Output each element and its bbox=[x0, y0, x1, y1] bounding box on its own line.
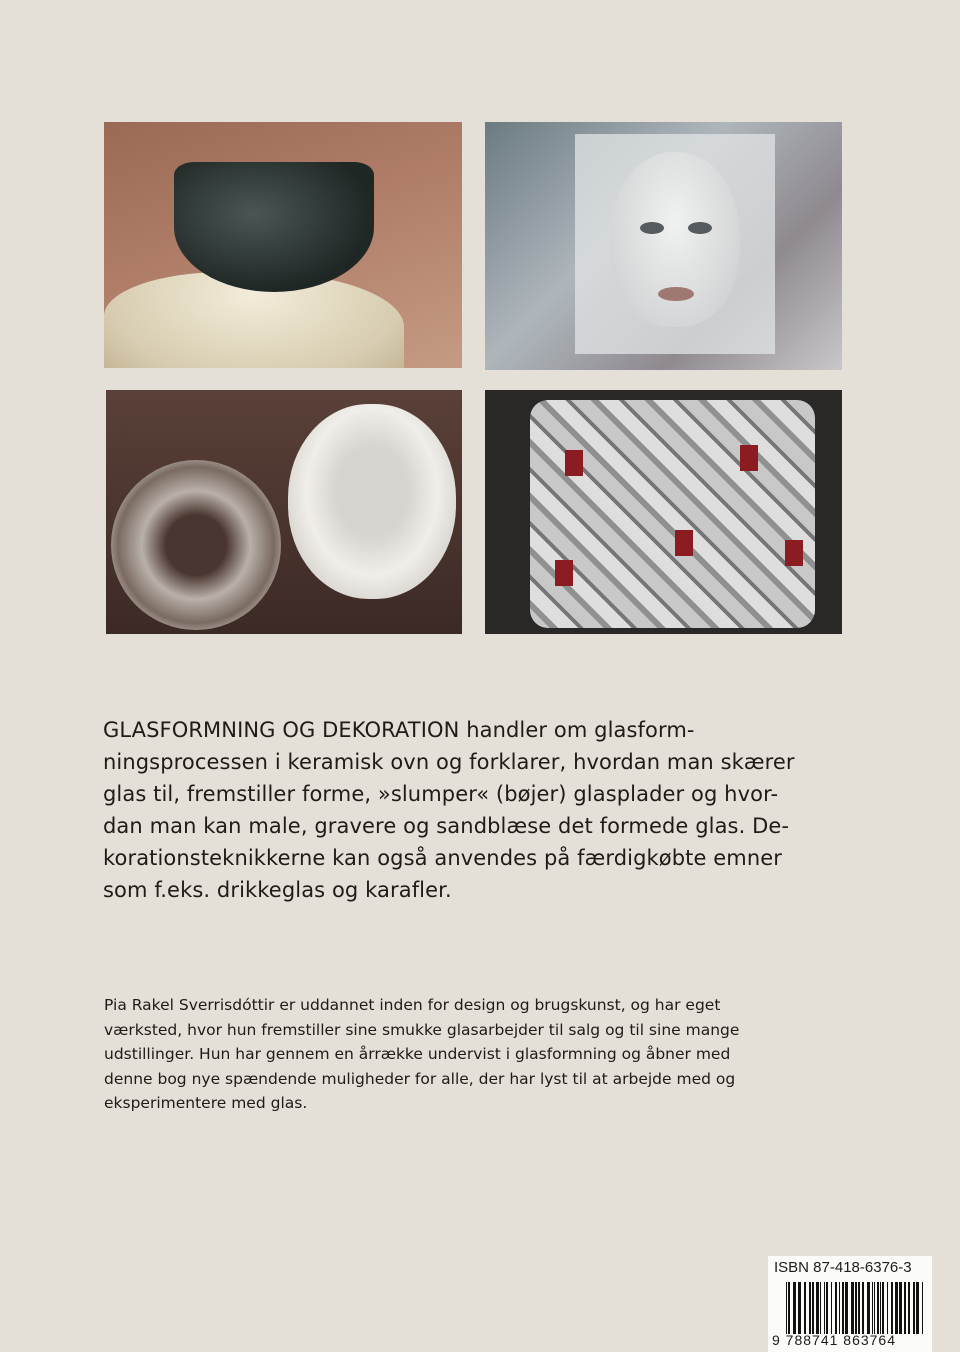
photo-glass-mask bbox=[485, 122, 842, 370]
barcode-bar bbox=[872, 1282, 873, 1334]
barcode-bar bbox=[899, 1282, 902, 1334]
bio-line: værksted, hvor hun fremstiller sine smukke glasarbejder til salg og til sine mange bbox=[104, 1020, 740, 1039]
barcode-bar bbox=[882, 1282, 884, 1334]
bio-line: eksperimentere med glas. bbox=[104, 1094, 308, 1112]
photo-glass-mosaic bbox=[485, 390, 842, 634]
barcode-bar bbox=[842, 1282, 844, 1334]
description-line: ningsprocessen i keramisk ovn og forklarer, hvordan man skærer bbox=[103, 750, 795, 774]
barcode-bar bbox=[835, 1282, 837, 1334]
barcode-bar bbox=[788, 1282, 790, 1334]
barcode-bar bbox=[845, 1282, 848, 1334]
barcode-bar bbox=[824, 1282, 825, 1334]
photo-glass-and-mold bbox=[106, 390, 462, 634]
bio-line: Pia Rakel Sverrisdóttir er uddannet inden for design og brugskunst, og har eget bbox=[104, 996, 721, 1014]
barcode-bar bbox=[839, 1282, 840, 1334]
barcode-bar bbox=[908, 1282, 910, 1334]
isbn-barcode-block bbox=[768, 1256, 932, 1352]
barcode-digits: 9 788741 863764 bbox=[772, 1332, 896, 1348]
barcode-bar bbox=[880, 1282, 881, 1334]
description-line: glas til, fremstiller forme, »slumper« (bøjer) glasplader og hvor- bbox=[103, 782, 779, 806]
barcode-bar bbox=[831, 1282, 832, 1334]
barcode-bar bbox=[851, 1282, 854, 1334]
barcode-bar bbox=[862, 1282, 864, 1334]
barcode-bar bbox=[820, 1282, 821, 1334]
description-line: dan man kan male, gravere og sandblæse det formede glas. De- bbox=[103, 814, 790, 838]
barcode-bar bbox=[809, 1282, 811, 1334]
barcode-bar bbox=[798, 1282, 801, 1334]
description-line: GLASFORMNING OG DEKORATION handler om glasform- bbox=[103, 718, 695, 742]
barcode-bar bbox=[786, 1282, 787, 1334]
barcode-bar bbox=[887, 1282, 888, 1334]
barcode-bar bbox=[895, 1282, 898, 1334]
barcode-bar bbox=[922, 1282, 923, 1334]
barcode-bar bbox=[855, 1282, 857, 1334]
photo-glass-bowl bbox=[104, 122, 462, 368]
isbn-label: ISBN 87-418-6376-3 bbox=[774, 1259, 912, 1276]
barcode-bar bbox=[916, 1282, 919, 1334]
barcode-bar bbox=[904, 1282, 906, 1334]
barcode-bar bbox=[812, 1282, 814, 1334]
description-line: som f.eks. drikkeglas og karafler. bbox=[103, 878, 452, 902]
barcode-bar bbox=[877, 1282, 879, 1334]
barcode-bar bbox=[867, 1282, 870, 1334]
barcode-bar bbox=[816, 1282, 819, 1334]
barcode-icon bbox=[786, 1282, 926, 1334]
author-bio bbox=[104, 993, 844, 1116]
barcode-bar bbox=[891, 1282, 893, 1334]
barcode-bar bbox=[826, 1282, 828, 1334]
bio-line: denne bog nye spændende muligheder for alle, der har lyst til at arbejde med og bbox=[104, 1069, 736, 1088]
barcode-bar bbox=[874, 1282, 875, 1334]
bio-line: udstillinger. Hun har gennem en årrække undervist i glasformning og åbner med bbox=[104, 1045, 731, 1063]
barcode-bar bbox=[913, 1282, 915, 1334]
book-description bbox=[103, 714, 843, 906]
barcode-bar bbox=[858, 1282, 860, 1334]
barcode-bar bbox=[804, 1282, 806, 1334]
description-line: korationsteknikkerne kan også anvendes på færdigkøbte emner bbox=[103, 846, 783, 870]
barcode-bar bbox=[793, 1282, 796, 1334]
